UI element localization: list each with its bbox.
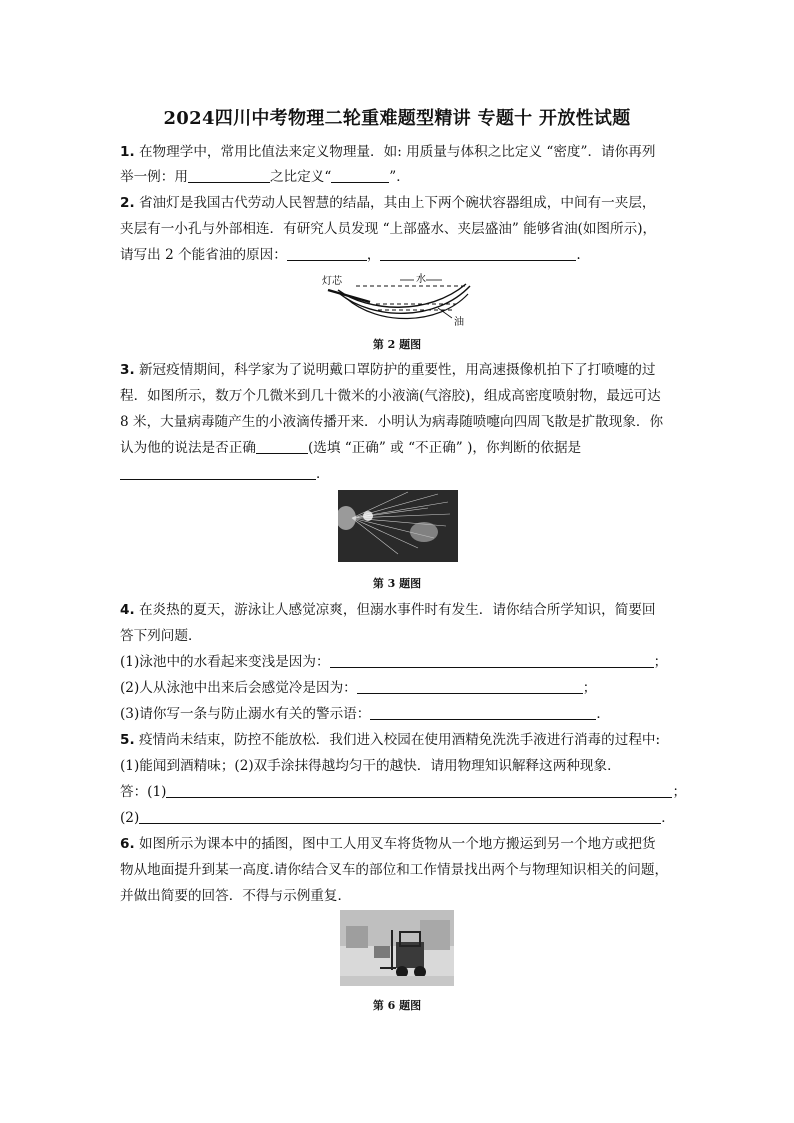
q1-line-1: 1. 在物理学中，常用比值法来定义物理量．如: 用质量与体积之比定义 “密度”．请你再列 (120, 144, 656, 160)
q2-blank-reason-2[interactable] (380, 246, 576, 261)
q2-blank-reason-1[interactable] (287, 246, 367, 261)
q6-line-2: 物从地面提升到某一高度.请你结合叉车的部位和工作情景找出两个与物理知识相关的问题， (120, 862, 669, 878)
q6-line-3: 并做出简要的回答．不得与示例重复． (120, 888, 352, 904)
q3-line-4: 认为他的说法是否正确 (选填 “正确” 或 “不正确” )，你判断的依据是 (120, 440, 582, 456)
q4-blank-2[interactable] (357, 679, 583, 694)
q1-blank-quantity[interactable] (331, 168, 389, 183)
q5-blank-1[interactable] (166, 783, 672, 798)
q4-sub-2: (2)人从泳池中出来后会感觉冷是因为： ； (120, 680, 597, 696)
q5-line-2: (1)能闻到酒精味；(2)双手涂抹得越均匀干的越快．请用物理知识解释这两种现象． (120, 758, 621, 774)
oil-label: 油 (454, 317, 464, 328)
q3-figure-caption: 第 3 题图 (372, 577, 422, 590)
q2-figure-caption: 第 2 题图 (372, 338, 422, 351)
q6-line-1: 6. 如图所示为课本中的插图，图中工人用叉车将货物从一个地方搬运到另一个地方或把货 (120, 836, 656, 852)
q4-number: 4. (120, 602, 135, 618)
q6-number: 6. (120, 836, 135, 852)
water-label: 水 (416, 274, 426, 285)
q4-blank-3[interactable] (370, 705, 596, 720)
forklift-photo (340, 910, 454, 986)
q4-line-1: 4. 在炎热的夏天，游泳让人感觉凉爽，但溺水事件时有发生．请你结合所学知识，简要回 (120, 602, 656, 618)
q1-line-2: 举一例：用 之比定义“ ”． (120, 169, 410, 185)
q5-line-1: 5. 疫情尚未结束，防控不能放松．我们进入校园在使用酒精免洗洗手液进行消毒的过程中: (120, 732, 661, 748)
oil-lamp-figure (318, 268, 480, 330)
q2-line-2: 夹层有一小孔与外部相连．有研究人员发现 “上部盛水、夹层盛油” 能够省油(如图所示)， (120, 221, 657, 237)
q5-answer-2: (2) ． (120, 810, 675, 826)
q3-blank-judgement[interactable] (256, 439, 308, 454)
q3-line-1: 3. 新冠疫情期间，科学家为了说明戴口罩防护的重要性，用高速摄像机拍下了打喷嚏的过 (120, 362, 656, 378)
q3-blank-reason[interactable] (120, 465, 316, 480)
q4-sub-1: (1)泳池中的水看起来变浅是因为： ； (120, 654, 668, 670)
q3-line-5: ． (120, 465, 330, 483)
page-title: 2024四川中考物理二轮重难题型精讲 专题十 开放性试题 (163, 108, 631, 129)
q2-line-1: 2. 省油灯是我国古代劳动人民智慧的结晶，其由上下两个碗状容器组成，中间有一夹层， (120, 195, 656, 211)
q2-number: 2. (120, 195, 135, 211)
q3-number: 3. (120, 362, 135, 378)
q5-answer-1: 答：(1) ； (120, 784, 687, 800)
q1-blank-ratio[interactable] (188, 168, 270, 183)
q4-sub-3: (3)请你写一条与防止溺水有关的警示语： ． (120, 706, 610, 722)
q4-blank-1[interactable] (330, 653, 654, 668)
q5-blank-2[interactable] (139, 809, 661, 824)
q3-line-2: 程．如图所示，数万个几微米到几十微米的小液滴(气溶胶)，组成高密度喷射物，最远可达 (120, 388, 661, 404)
q6-figure-caption: 第 6 题图 (372, 999, 422, 1012)
q4-line-2: 答下列问题． (120, 628, 202, 644)
q3-line-3: 8 米，大量病毒随产生的小液滴传播开来．小明认为病毒随喷嚏向四周飞散是扩散现象．你 (120, 414, 664, 430)
wick-label: 灯芯 (322, 276, 342, 287)
q1-number: 1. (120, 144, 135, 160)
q2-line-3: 请写出 2 个能省油的原因： ， . (120, 247, 581, 263)
sneeze-photo (338, 490, 458, 562)
q5-number: 5. (120, 732, 135, 748)
